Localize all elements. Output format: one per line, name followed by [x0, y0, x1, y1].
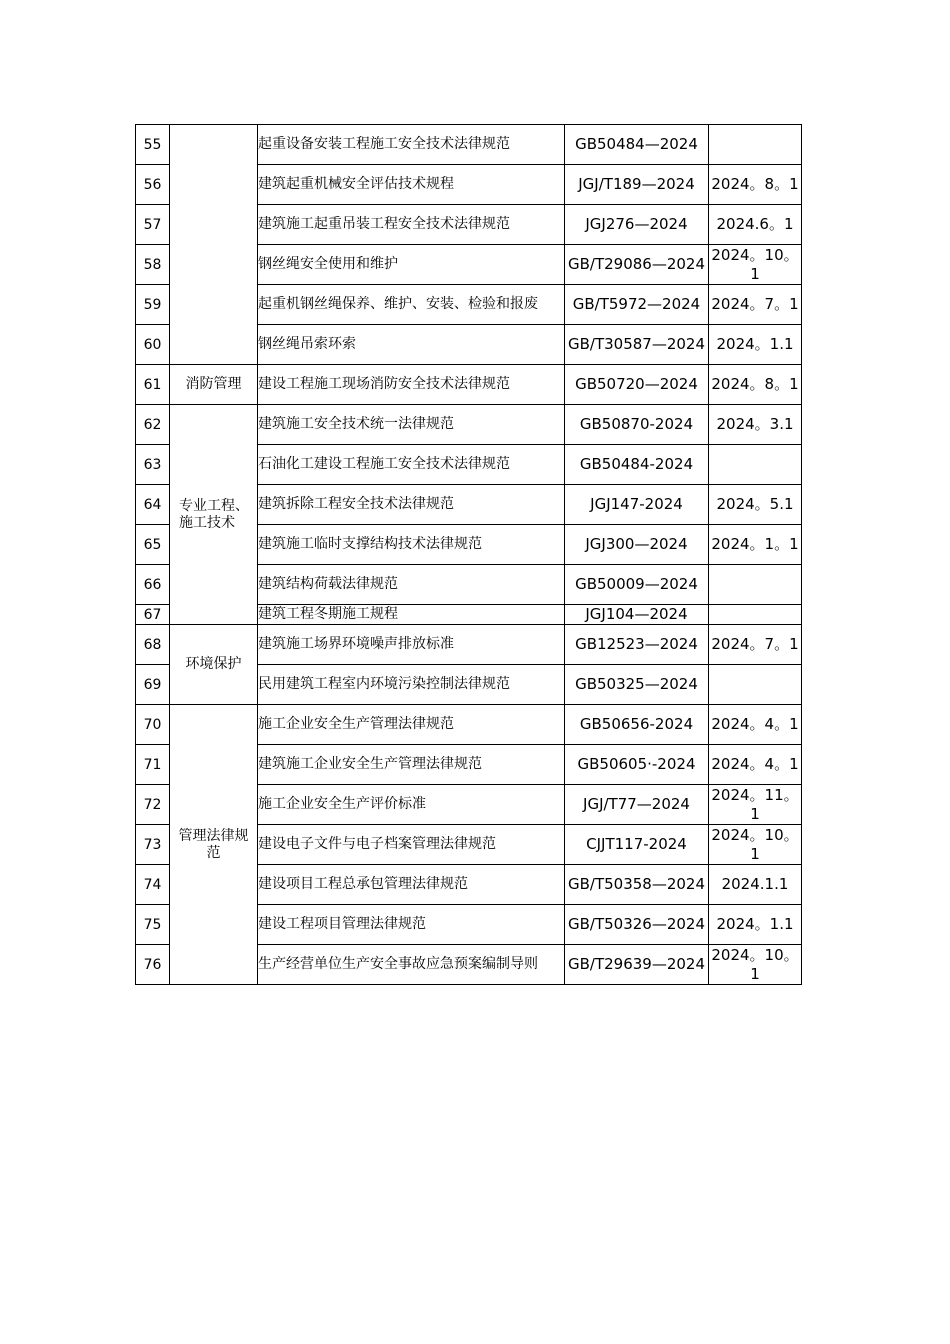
standard-name: 建筑起重机械安全评估技术规程 — [258, 165, 565, 205]
standard-name: 钢丝绳安全使用和维护 — [258, 245, 565, 285]
category-fire-management: 消防管理 — [170, 365, 258, 405]
standard-code: GB50720—2024 — [565, 365, 709, 405]
row-number: 62 — [136, 405, 170, 445]
row-number: 69 — [136, 665, 170, 705]
standard-code: JGJ104—2024 — [565, 605, 709, 625]
standard-code: GB50656-2024 — [565, 705, 709, 745]
effective-date: 2024.1.1 — [709, 865, 802, 905]
standard-name: 建筑施工企业安全生产管理法律规范 — [258, 745, 565, 785]
row-number: 63 — [136, 445, 170, 485]
effective-date: 2024。4。1 — [709, 745, 802, 785]
regulations-table — [135, 124, 802, 985]
standard-name: 石油化工建设工程施工安全技术法律规范 — [258, 445, 565, 485]
effective-date: 2024。1.1 — [709, 325, 802, 365]
category-management-regulations: 管理法律规范 — [170, 705, 258, 985]
row-number: 61 — [136, 365, 170, 405]
table-row — [136, 365, 802, 405]
effective-date: 2024。8。1 — [709, 165, 802, 205]
effective-date: 2024。8。1 — [709, 365, 802, 405]
row-number: 65 — [136, 525, 170, 565]
row-number: 56 — [136, 165, 170, 205]
standard-name: 起重机钢丝绳保养、维护、安装、检验和报废 — [258, 285, 565, 325]
effective-date — [709, 445, 802, 485]
effective-date: 2024。3.1 — [709, 405, 802, 445]
standard-name: 建筑施工安全技术统一法律规范 — [258, 405, 565, 445]
row-number: 60 — [136, 325, 170, 365]
standard-code: JGJ/T189—2024 — [565, 165, 709, 205]
standard-name: 民用建筑工程室内环境污染控制法律规范 — [258, 665, 565, 705]
standard-name: 建设工程项目管理法律规范 — [258, 905, 565, 945]
effective-date: 2024。5.1 — [709, 485, 802, 525]
effective-date: 2024.6。1 — [709, 205, 802, 245]
standard-name: 钢丝绳吊索环索 — [258, 325, 565, 365]
standard-code: JGJ/T77—2024 — [565, 785, 709, 825]
row-number: 71 — [136, 745, 170, 785]
standard-code: GB50009—2024 — [565, 565, 709, 605]
effective-date: 2024。4。1 — [709, 705, 802, 745]
row-number: 57 — [136, 205, 170, 245]
row-number: 73 — [136, 825, 170, 865]
standard-code: GB/T50358—2024 — [565, 865, 709, 905]
standard-code: GB/T29639—2024 — [565, 945, 709, 985]
standard-code: GB/T29086—2024 — [565, 245, 709, 285]
row-number: 59 — [136, 285, 170, 325]
effective-date — [709, 605, 802, 625]
row-number: 66 — [136, 565, 170, 605]
effective-date: 2024。11。1 — [709, 785, 802, 825]
category-cell — [170, 125, 258, 365]
standard-name: 建筑施工起重吊装工程安全技术法律规范 — [258, 205, 565, 245]
standard-code: GB50870-2024 — [565, 405, 709, 445]
effective-date: 2024。10。1 — [709, 245, 802, 285]
table-row — [136, 625, 802, 665]
standard-name: 建筑施工临时支撑结构技术法律规范 — [258, 525, 565, 565]
standard-code: JGJ276—2024 — [565, 205, 709, 245]
effective-date: 2024。7。1 — [709, 625, 802, 665]
standard-name: 建设工程施工现场消防安全技术法律规范 — [258, 365, 565, 405]
effective-date: 2024。7。1 — [709, 285, 802, 325]
table-row — [136, 705, 802, 745]
row-number: 75 — [136, 905, 170, 945]
row-number: 74 — [136, 865, 170, 905]
effective-date — [709, 565, 802, 605]
standard-code: GB50325—2024 — [565, 665, 709, 705]
standard-code: GB/T5972—2024 — [565, 285, 709, 325]
row-number: 67 — [136, 605, 170, 625]
effective-date: 2024。10。1 — [709, 945, 802, 985]
row-number: 70 — [136, 705, 170, 745]
row-number: 64 — [136, 485, 170, 525]
row-number: 58 — [136, 245, 170, 285]
standard-code: GB12523—2024 — [565, 625, 709, 665]
standard-code: GB/T50326—2024 — [565, 905, 709, 945]
effective-date: 2024。1.1 — [709, 905, 802, 945]
row-number: 76 — [136, 945, 170, 985]
category-special-engineering: 专业工程、施工技术 — [170, 405, 258, 625]
row-number: 68 — [136, 625, 170, 665]
standard-code: CJJT117-2024 — [565, 825, 709, 865]
standard-name: 建筑施工场界环境噪声排放标准 — [258, 625, 565, 665]
table-row — [136, 125, 802, 165]
standard-code: JGJ300—2024 — [565, 525, 709, 565]
standard-name: 建设电子文件与电子档案管理法律规范 — [258, 825, 565, 865]
standard-code: GB50605·-2024 — [565, 745, 709, 785]
standard-name: 施工企业安全生产评价标准 — [258, 785, 565, 825]
row-number: 55 — [136, 125, 170, 165]
effective-date: 2024。1。1 — [709, 525, 802, 565]
table-row — [136, 405, 802, 445]
standard-code: JGJ147-2024 — [565, 485, 709, 525]
standard-code: GB/T30587—2024 — [565, 325, 709, 365]
effective-date: 2024。10。1 — [709, 825, 802, 865]
category-environmental-protection: 环境保护 — [170, 625, 258, 705]
standard-code: GB50484-2024 — [565, 445, 709, 485]
standard-name: 起重设备安装工程施工安全技术法律规范 — [258, 125, 565, 165]
standard-name: 建筑工程冬期施工规程 — [258, 605, 565, 625]
standard-name: 生产经营单位生产安全事故应急预案编制导则 — [258, 945, 565, 985]
effective-date — [709, 665, 802, 705]
standard-name: 建筑结构荷载法律规范 — [258, 565, 565, 605]
standard-name: 施工企业安全生产管理法律规范 — [258, 705, 565, 745]
standard-code: GB50484—2024 — [565, 125, 709, 165]
row-number: 72 — [136, 785, 170, 825]
effective-date — [709, 125, 802, 165]
standard-name: 建设项目工程总承包管理法律规范 — [258, 865, 565, 905]
standard-name: 建筑拆除工程安全技术法律规范 — [258, 485, 565, 525]
